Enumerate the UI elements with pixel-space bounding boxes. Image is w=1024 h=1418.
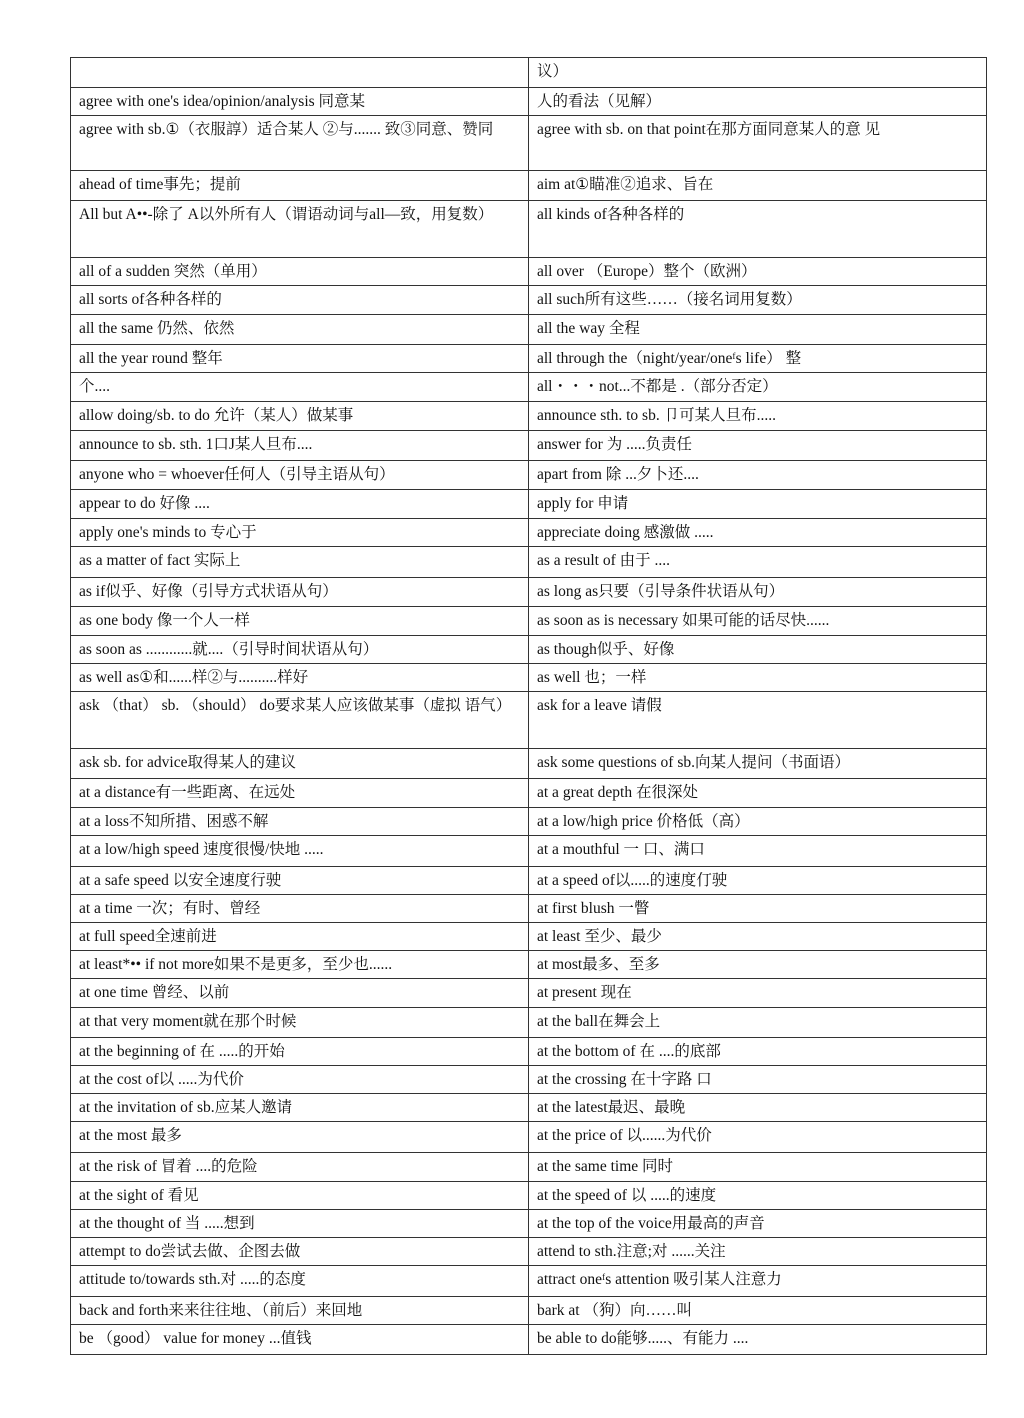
table-row [71, 1008, 987, 1038]
phrase-cell-left: be （good） value for money ...值钱 [71, 1325, 529, 1355]
phrase-cell-left: at the cost of以 .....为代价 [71, 1066, 529, 1094]
table-row [71, 664, 987, 692]
vocabulary-page [70, 57, 954, 1355]
table-row [71, 1297, 987, 1325]
phrase-cell-right: as well 也；一样 [529, 664, 987, 692]
table-row [71, 315, 987, 345]
phrase-cell-right: be able to do能够.....、有能力 .... [529, 1325, 987, 1355]
phrase-cell-left: at the beginning of 在 .....的开始 [71, 1038, 529, 1066]
phrase-cell-right: at first blush 一瞥 [529, 895, 987, 923]
phrase-cell-right: aim at①瞄准②追求、旨在 [529, 171, 987, 201]
phrase-cell-right: at a great depth 在很深处 [529, 779, 987, 808]
table-row [71, 1122, 987, 1153]
phrase-cell-right: at the latest最迟、最晚 [529, 1094, 987, 1122]
table-row [71, 88, 987, 116]
table-row [71, 607, 987, 636]
table-row [71, 547, 987, 578]
phrase-cell-right: 议） [529, 58, 987, 88]
phrase-cell-left: as one body 像一个人一样 [71, 607, 529, 636]
phrase-cell-left: announce to sb. sth. 1口J某人旦布.... [71, 431, 529, 461]
phrase-cell-left: at a time 一次；有时、曾经 [71, 895, 529, 923]
phrase-cell-right: all through the（night/year/oneᶠs life） 整 [529, 345, 987, 373]
table-row [71, 636, 987, 664]
phrase-cell-right: at the crossing 在十字路 口 [529, 1066, 987, 1094]
table-row [71, 951, 987, 979]
table-row [71, 1266, 987, 1297]
table-row [71, 779, 987, 808]
table-row [71, 749, 987, 779]
table-row [71, 1210, 987, 1238]
phrase-cell-left: agree with one's idea/opinion/analysis 同意某 [71, 88, 529, 116]
table-row [71, 1094, 987, 1122]
phrase-cell-right: ask for a leave 请假 [529, 692, 987, 749]
table-row [71, 461, 987, 490]
phrase-cell-left: at least*•• if not more如果不是更多，至少也...... [71, 951, 529, 979]
phrase-cell-left: as if似乎、好像（引导方式状语从句） [71, 578, 529, 607]
phrase-cell-left: all sorts of各种各样的 [71, 286, 529, 315]
table-row [71, 1153, 987, 1182]
phrase-cell-left: as soon as ............就....（引导时间状语从句） [71, 636, 529, 664]
table-row [71, 431, 987, 461]
phrase-cell-right: agree with sb. on that point在那方面同意某人的意 见 [529, 116, 987, 171]
phrase-cell-right: at the ball在舞会上 [529, 1008, 987, 1038]
phrase-cell-left: appear to do 好像 .... [71, 490, 529, 519]
table-row [71, 979, 987, 1008]
phrase-cell-left: ask sb. for advice取得某人的建议 [71, 749, 529, 779]
phrase-cell-left: all of a sudden 突然（单用） [71, 258, 529, 286]
phrase-cell-right: all over （Europe）整个（欧洲） [529, 258, 987, 286]
phrase-cell-right: as though似乎、好像 [529, 636, 987, 664]
phrase-table [70, 57, 987, 1355]
phrase-cell-right: announce sth. to sb. 卩可某人旦布..... [529, 402, 987, 431]
phrase-cell-left: agree with sb.①（衣服諄）适合某人 ②与....... 致③同意、赞同 [71, 116, 529, 171]
table-row [71, 345, 987, 373]
table-row [71, 895, 987, 923]
phrase-cell-right: as a result of 由于 .... [529, 547, 987, 578]
table-row [71, 808, 987, 836]
phrase-cell-right: at a speed of以.....的速度仃驶 [529, 867, 987, 895]
table-row [71, 171, 987, 201]
phrase-cell-right: bark at （狗）向……叫 [529, 1297, 987, 1325]
phrase-cell-left: allow doing/sb. to do 允许（某人）做某事 [71, 402, 529, 431]
table-row [71, 1238, 987, 1266]
phrase-cell-left: at that very moment就在那个时候 [71, 1008, 529, 1038]
table-row [71, 1066, 987, 1094]
phrase-cell-right: appreciate doing 感激做 ..... [529, 519, 987, 547]
phrase-cell-left: at a distance有一些距离、在远处 [71, 779, 529, 808]
phrase-cell-right: attend to sth.注意;对 ......关注 [529, 1238, 987, 1266]
phrase-cell-right: apart from 除 ...夕卜还.... [529, 461, 987, 490]
phrase-cell-right: at the top of the voice用最高的声音 [529, 1210, 987, 1238]
phrase-cell-right: 人的看法（见解） [529, 88, 987, 116]
phrase-cell-right: as long as只要（引导条件状语从句） [529, 578, 987, 607]
phrase-cell-left: at full speed全速前进 [71, 923, 529, 951]
table-row [71, 692, 987, 749]
phrase-cell-left: at the thought of 当 .....想到 [71, 1210, 529, 1238]
table-row [71, 1325, 987, 1355]
phrase-cell-right: all the way 全程 [529, 315, 987, 345]
phrase-cell-right: all such所有这些……（接名词用复数） [529, 286, 987, 315]
phrase-cell-left: attempt to do尝试去做、企图去做 [71, 1238, 529, 1266]
table-row [71, 286, 987, 315]
phrase-cell-right: all kinds of各种各样的 [529, 201, 987, 258]
phrase-cell-left: at the invitation of sb.应某人邀请 [71, 1094, 529, 1122]
phrase-cell-left: at the risk of 冒着 ....的危险 [71, 1153, 529, 1182]
phrase-cell-left: at a safe speed 以安全速度行驶 [71, 867, 529, 895]
phrase-cell-right: at the same time 同时 [529, 1153, 987, 1182]
table-row [71, 258, 987, 286]
phrase-cell-left: at a low/high speed 速度很慢/快地 ..... [71, 836, 529, 867]
phrase-cell-left: 个.... [71, 373, 529, 402]
table-row [71, 578, 987, 607]
phrase-cell-left: as a matter of fact 实际上 [71, 547, 529, 578]
table-row [71, 836, 987, 867]
phrase-cell-left [71, 58, 529, 88]
phrase-cell-left: as well as①和......样②与..........样好 [71, 664, 529, 692]
table-row [71, 116, 987, 171]
phrase-cell-right: ask some questions of sb.向某人提问（书面语） [529, 749, 987, 779]
phrase-cell-left: back and forth来来往往地、（前后）来回地 [71, 1297, 529, 1325]
table-row [71, 201, 987, 258]
phrase-cell-right: all・・・not...不都是 .（部分否定） [529, 373, 987, 402]
phrase-cell-left: All but A••-除了 A以外所有人（谓语动词与all—致，用复数） [71, 201, 529, 258]
phrase-cell-right: at a low/high price 价格低（高） [529, 808, 987, 836]
phrase-cell-left: at a loss不知所措、困惑不解 [71, 808, 529, 836]
phrase-cell-left: all the year round 整年 [71, 345, 529, 373]
phrase-cell-right: apply for 申请 [529, 490, 987, 519]
phrase-cell-right: at the bottom of 在 ....的底部 [529, 1038, 987, 1066]
phrase-cell-right: at a mouthful 一 口、满口 [529, 836, 987, 867]
table-row [71, 402, 987, 431]
phrase-cell-right: attract oneᶠs attention 吸引某人注意力 [529, 1266, 987, 1297]
table-row [71, 58, 987, 88]
phrase-cell-right: at the price of 以......为代价 [529, 1122, 987, 1153]
table-row [71, 490, 987, 519]
phrase-cell-left: at the most 最多 [71, 1122, 529, 1153]
phrase-cell-left: all the same 仍然、依然 [71, 315, 529, 345]
table-row [71, 519, 987, 547]
phrase-cell-right: at the speed of 以 .....的速度 [529, 1182, 987, 1210]
phrase-cell-right: as soon as is necessary 如果可能的话尽快...... [529, 607, 987, 636]
phrase-cell-left: at one time 曾经、以前 [71, 979, 529, 1008]
phrase-table-body [71, 58, 987, 1355]
phrase-cell-left: anyone who = whoever任何人（引导主语从句） [71, 461, 529, 490]
phrase-cell-right: at least 至少、最少 [529, 923, 987, 951]
phrase-cell-right: at most最多、至多 [529, 951, 987, 979]
phrase-cell-left: ask （that） sb. （should） do要求某人应该做某事（虚拟 语气） [71, 692, 529, 749]
phrase-cell-left: apply one's minds to 专心于 [71, 519, 529, 547]
phrase-cell-left: attitude to/towards sth.对 .....的态度 [71, 1266, 529, 1297]
phrase-cell-left: at the sight of 看见 [71, 1182, 529, 1210]
phrase-cell-right: answer for 为 .....负责任 [529, 431, 987, 461]
table-row [71, 373, 987, 402]
table-row [71, 1182, 987, 1210]
table-row [71, 923, 987, 951]
phrase-cell-left: ahead of time事先；提前 [71, 171, 529, 201]
table-row [71, 867, 987, 895]
table-row [71, 1038, 987, 1066]
phrase-cell-right: at present 现在 [529, 979, 987, 1008]
